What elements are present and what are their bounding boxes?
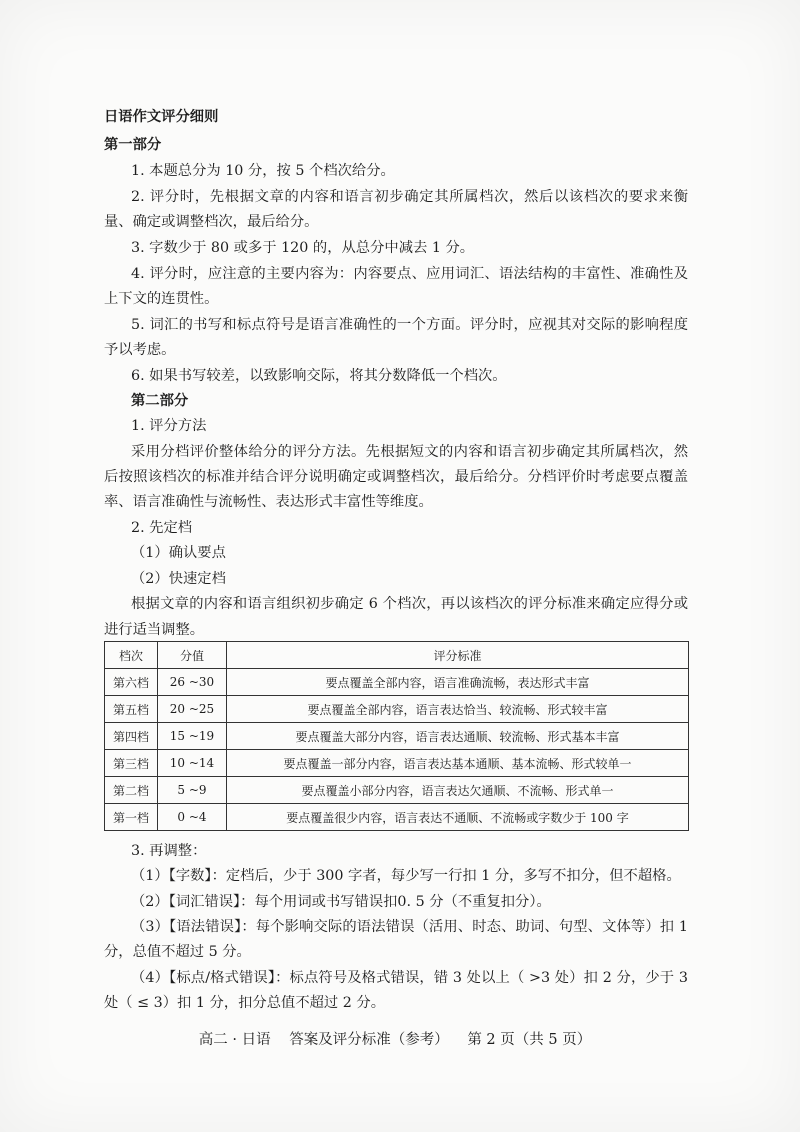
part1-item-2-line-2: 量、确定或调整档次，最后给分。 — [104, 214, 319, 230]
footer-subject: 高二 · 日语 — [198, 1032, 271, 1048]
table-cell-score: 15 ~19 — [158, 723, 227, 750]
table-cell-level: 第五档 — [105, 696, 158, 723]
table-cell-score: 26 ~30 — [158, 669, 227, 696]
readjust-item-4-line-2: 处（ ≤ 3）扣 1 分，扣分总值不超过 2 分。 — [104, 995, 385, 1011]
table-cell-score: 0 ~4 — [158, 804, 227, 831]
table-cell-criteria: 要点覆盖全部内容，语言准确流畅，表达形式丰富 — [227, 669, 689, 696]
table-cell-score: 10 ~14 — [158, 750, 227, 777]
table-cell-criteria: 要点覆盖小部分内容，语言表达欠通顺、不流畅、形式单一 — [227, 777, 689, 804]
footer-title: 答案及评分标准（参考） — [289, 1032, 449, 1048]
part1-item-1: 1. 本题总分为 10 分，按 5 个档次给分。 — [131, 163, 395, 179]
part2-heading: 第二部分 — [131, 393, 189, 409]
method-line-2: 后按照该档次的标准并结合评分说明确定或调整档次，最后给分。分档评价时考虑要点覆盖 — [104, 469, 688, 485]
table-cell-score: 20 ~25 — [158, 696, 227, 723]
table-cell-criteria: 要点覆盖一部分内容，语言表达基本通顺、基本流畅、形式较单一 — [227, 750, 689, 777]
part1-item-3: 3. 字数少于 80 或多于 120 的，从总分中减去 1 分。 — [131, 240, 475, 256]
method-line-1: 采用分档评价整体给分的评分方法。先根据短文的内容和语言初步确定其所属档次，然 — [131, 444, 688, 460]
readjust-item-3-line-1: （3）【语法错误】：每个影响交际的语法错误（活用、时态、助词、句型、文体等）扣 1 — [131, 919, 688, 935]
part1-item-5-line-1: 5. 词汇的书写和标点符号是语言准确性的一个方面。评分时，应视其对交际的影响程度 — [131, 317, 688, 333]
initial-grading-step-1: （1）确认要点 — [131, 545, 226, 561]
table-row — [105, 723, 689, 750]
table-header-row — [105, 642, 689, 669]
part1-item-5-line-2: 予以考虑。 — [104, 342, 176, 358]
initial-grading-heading: 2. 先定档 — [131, 520, 193, 536]
part1-heading: 第一部分 — [104, 137, 162, 153]
table-row — [105, 750, 689, 777]
readjust-heading: 3. 再调整： — [131, 843, 207, 859]
column-header-score: 分值 — [158, 642, 227, 669]
part1-item-4-line-1: 4. 评分时，应注意的主要内容为：内容要点、应用词汇、语法结构的丰富性、准确性及 — [131, 266, 688, 282]
readjust-item-2: （2）【词汇错误】：每个用词或书写错误扣0. 5 分（不重复扣分）。 — [131, 894, 551, 910]
document-title: 日语作文评分细则 — [104, 109, 219, 125]
table-cell-criteria: 要点覆盖全部内容，语言表达恰当、较流畅、形式较丰富 — [227, 696, 689, 723]
initial-grading-line-2: 进行适当调整。 — [104, 622, 205, 638]
grading-table — [104, 641, 689, 831]
table-cell-level: 第四档 — [105, 723, 158, 750]
page-footer — [100, 1030, 690, 1050]
part1-item-4-line-2: 上下文的连贯性。 — [104, 291, 219, 307]
footer-page-number: 第 2 页（共 5 页） — [467, 1032, 592, 1048]
initial-grading-line-1: 根据文章的内容和语言组织初步确定 6 个档次，再以该档次的评分标准来确定应得分或 — [131, 596, 688, 612]
table-row — [105, 669, 689, 696]
column-header-criteria: 评分标准 — [227, 642, 689, 669]
table-cell-score: 5 ~9 — [158, 777, 227, 804]
table-cell-level: 第三档 — [105, 750, 158, 777]
table-row — [105, 777, 689, 804]
readjust-item-3-line-2: 分，总值不超过 5 分。 — [104, 944, 251, 960]
table-cell-criteria: 要点覆盖很少内容，语言表达不通顺、不流畅或字数少于 100 字 — [227, 804, 689, 831]
table-cell-level: 第二档 — [105, 777, 158, 804]
part1-item-2-line-1: 2. 评分时，先根据文章的内容和语言初步确定其所属档次，然后以该档次的要求来衡 — [131, 189, 688, 205]
table-cell-criteria: 要点覆盖大部分内容，语言表达通顺、较流畅、形式基本丰富 — [227, 723, 689, 750]
method-heading: 1. 评分方法 — [131, 418, 207, 434]
method-line-3: 率、语言准确性与流畅性、表达形式丰富性等维度。 — [104, 494, 433, 510]
table-row — [105, 696, 689, 723]
readjust-item-4-line-1: （4）【标点/格式错误】：标点符号及格式错误，错 3 处以上（ >3 处）扣 2 分，少于 3 — [131, 970, 688, 986]
initial-grading-step-2: （2）快速定档 — [131, 571, 226, 587]
column-header-level: 档次 — [105, 642, 158, 669]
readjust-item-1: （1）【字数】：定档后，少于 300 字者，每少写一行扣 1 分，多写不扣分，但不超格。 — [131, 868, 681, 884]
part1-item-6: 6. 如果书写较差，以致影响交际，将其分数降低一个档次。 — [131, 368, 507, 384]
table-cell-level: 第六档 — [105, 669, 158, 696]
table-row — [105, 804, 689, 831]
table-cell-level: 第一档 — [105, 804, 158, 831]
